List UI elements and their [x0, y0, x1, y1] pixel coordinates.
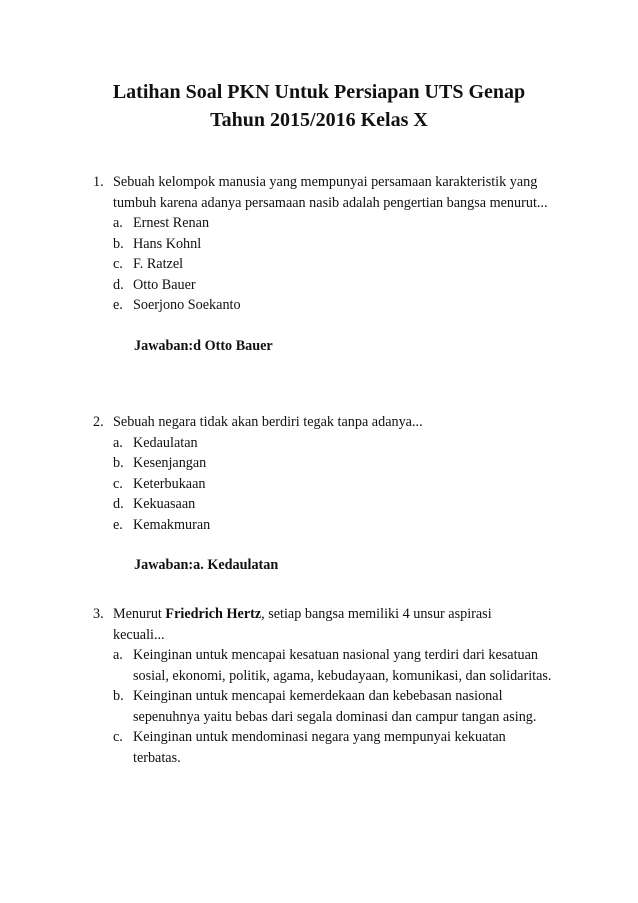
- title-line-2: Tahun 2015/2016 Kelas X: [210, 109, 428, 131]
- option-c: c. Keinginan untuk mendominasi negara yang mempunyai kekuatan terbatas.: [113, 729, 506, 766]
- option-c: c. Keterbukaan: [113, 475, 206, 492]
- question-number: 1.: [93, 174, 104, 190]
- question-2: [93, 412, 553, 576]
- author-name: Friedrich Hertz: [165, 606, 262, 622]
- option-b: b. Keinginan untuk mencapai kemerdekaan dan kebebasan nasional sepenuhnya yaitu bebas dari segala dominasi dan campur tangan asing.: [113, 688, 537, 725]
- options-list: [93, 433, 553, 536]
- question-text: Sebuah negara tidak akan berdiri tegak tanpa adanya...: [113, 414, 423, 430]
- options-list: [93, 213, 553, 316]
- option-d: d. Kekuasaan: [113, 496, 196, 512]
- option-e: e. Kemakmuran: [113, 516, 211, 533]
- question-text: Menurut Friedrich Hertz, setiap bangsa memiliki 4 unsur aspirasi kecuali...: [113, 606, 492, 643]
- option-a: a. Kedaulatan: [113, 434, 198, 451]
- options-list: [93, 645, 553, 768]
- option-b: b. Kesenjangan: [113, 455, 207, 471]
- page-title: [0, 78, 638, 134]
- option-a: a. Ernest Renan: [113, 215, 210, 231]
- title-line-1: Latihan Soal PKN Untuk Persiapan UTS Genap: [112, 81, 526, 103]
- answer-2: Jawaban:a. Kedaulatan: [134, 557, 279, 573]
- answer-1: Jawaban:d Otto Bauer: [134, 337, 273, 354]
- question-number: 3.: [93, 606, 104, 622]
- option-a: a. Keinginan untuk mencapai kesatuan nasional yang terdiri dari kesatuan sosial, ekonomi, politik, agama, kebudayaan, komunikasi, dan solidaritas.: [113, 647, 552, 684]
- option-b: b. Hans Kohnl: [113, 235, 202, 252]
- question-text: Sebuah kelompok manusia yang mempunyai persamaan karakteristik yang tumbuh karena adanya persamaan nasib adalah pengertian bangsa menurut...: [113, 174, 548, 211]
- option-e: e. Soerjono Soekanto: [113, 297, 241, 313]
- question-3: [93, 604, 553, 768]
- option-d: d. Otto Bauer: [113, 276, 196, 293]
- question-number: 2.: [93, 414, 104, 430]
- question-1: [93, 172, 553, 356]
- option-c: c. F. Ratzel: [113, 256, 184, 272]
